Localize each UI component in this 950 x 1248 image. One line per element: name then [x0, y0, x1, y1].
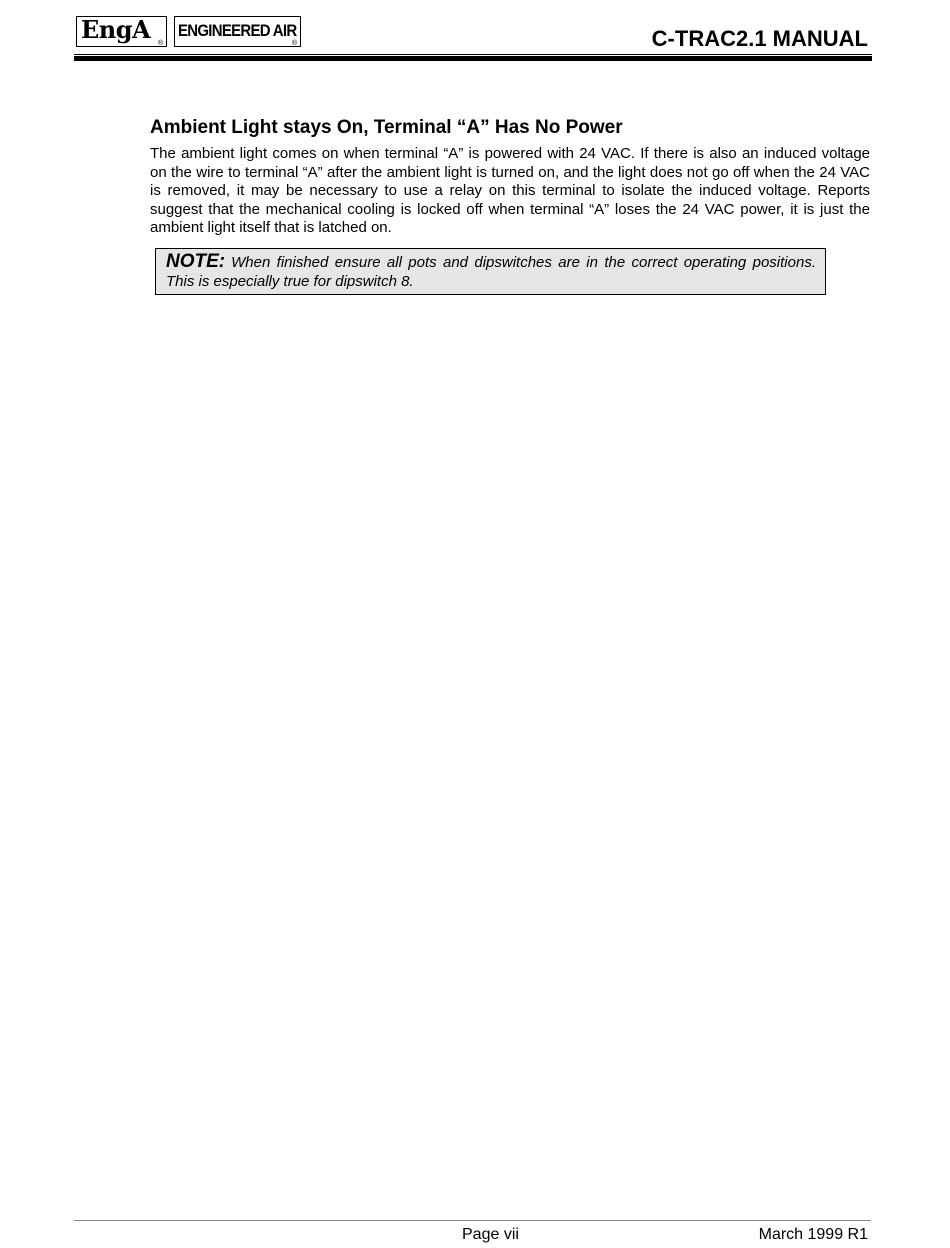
section-heading: Ambient Light stays On, Terminal “A” Has No Power — [150, 117, 623, 138]
page-number: Page vii — [462, 1226, 519, 1243]
note-label: NOTE: — [166, 251, 226, 272]
manual-title: C-TRAC2.1 MANUAL — [651, 26, 868, 51]
note-box — [155, 248, 826, 295]
engineered-air-logo-text: ENGINEERED AIR — [178, 21, 297, 40]
note-text: When finished ensure all pots and dipswitches are in the correct operating positions. This is especially true for dipswitch 8. — [166, 254, 816, 290]
engineered-air-logo — [174, 16, 301, 47]
footer-rule — [74, 1220, 871, 1221]
registered-mark: ® — [291, 40, 297, 47]
enga-logo-text: EngA — [81, 15, 151, 44]
header-rule — [74, 54, 872, 55]
body-paragraph: The ambient light comes on when terminal “A” is powered with 24 VAC. If there is also an induced voltage on the wire to terminal “A” after the ambient light is turned on, and the light does not go off when the 24 VAC is removed, it may be necessary to use a relay on this terminal to isolate the induced voltage. Reports suggest that the mechanical cooling is locked off when terminal “A” loses the 24 VAC power, it is just the ambient light itself that is latched on. — [150, 145, 870, 237]
enga-logo — [76, 16, 167, 47]
header-rule-thick — [74, 56, 872, 61]
registered-mark: ® — [157, 40, 163, 47]
revision-date: March 1999 R1 — [758, 1226, 868, 1243]
